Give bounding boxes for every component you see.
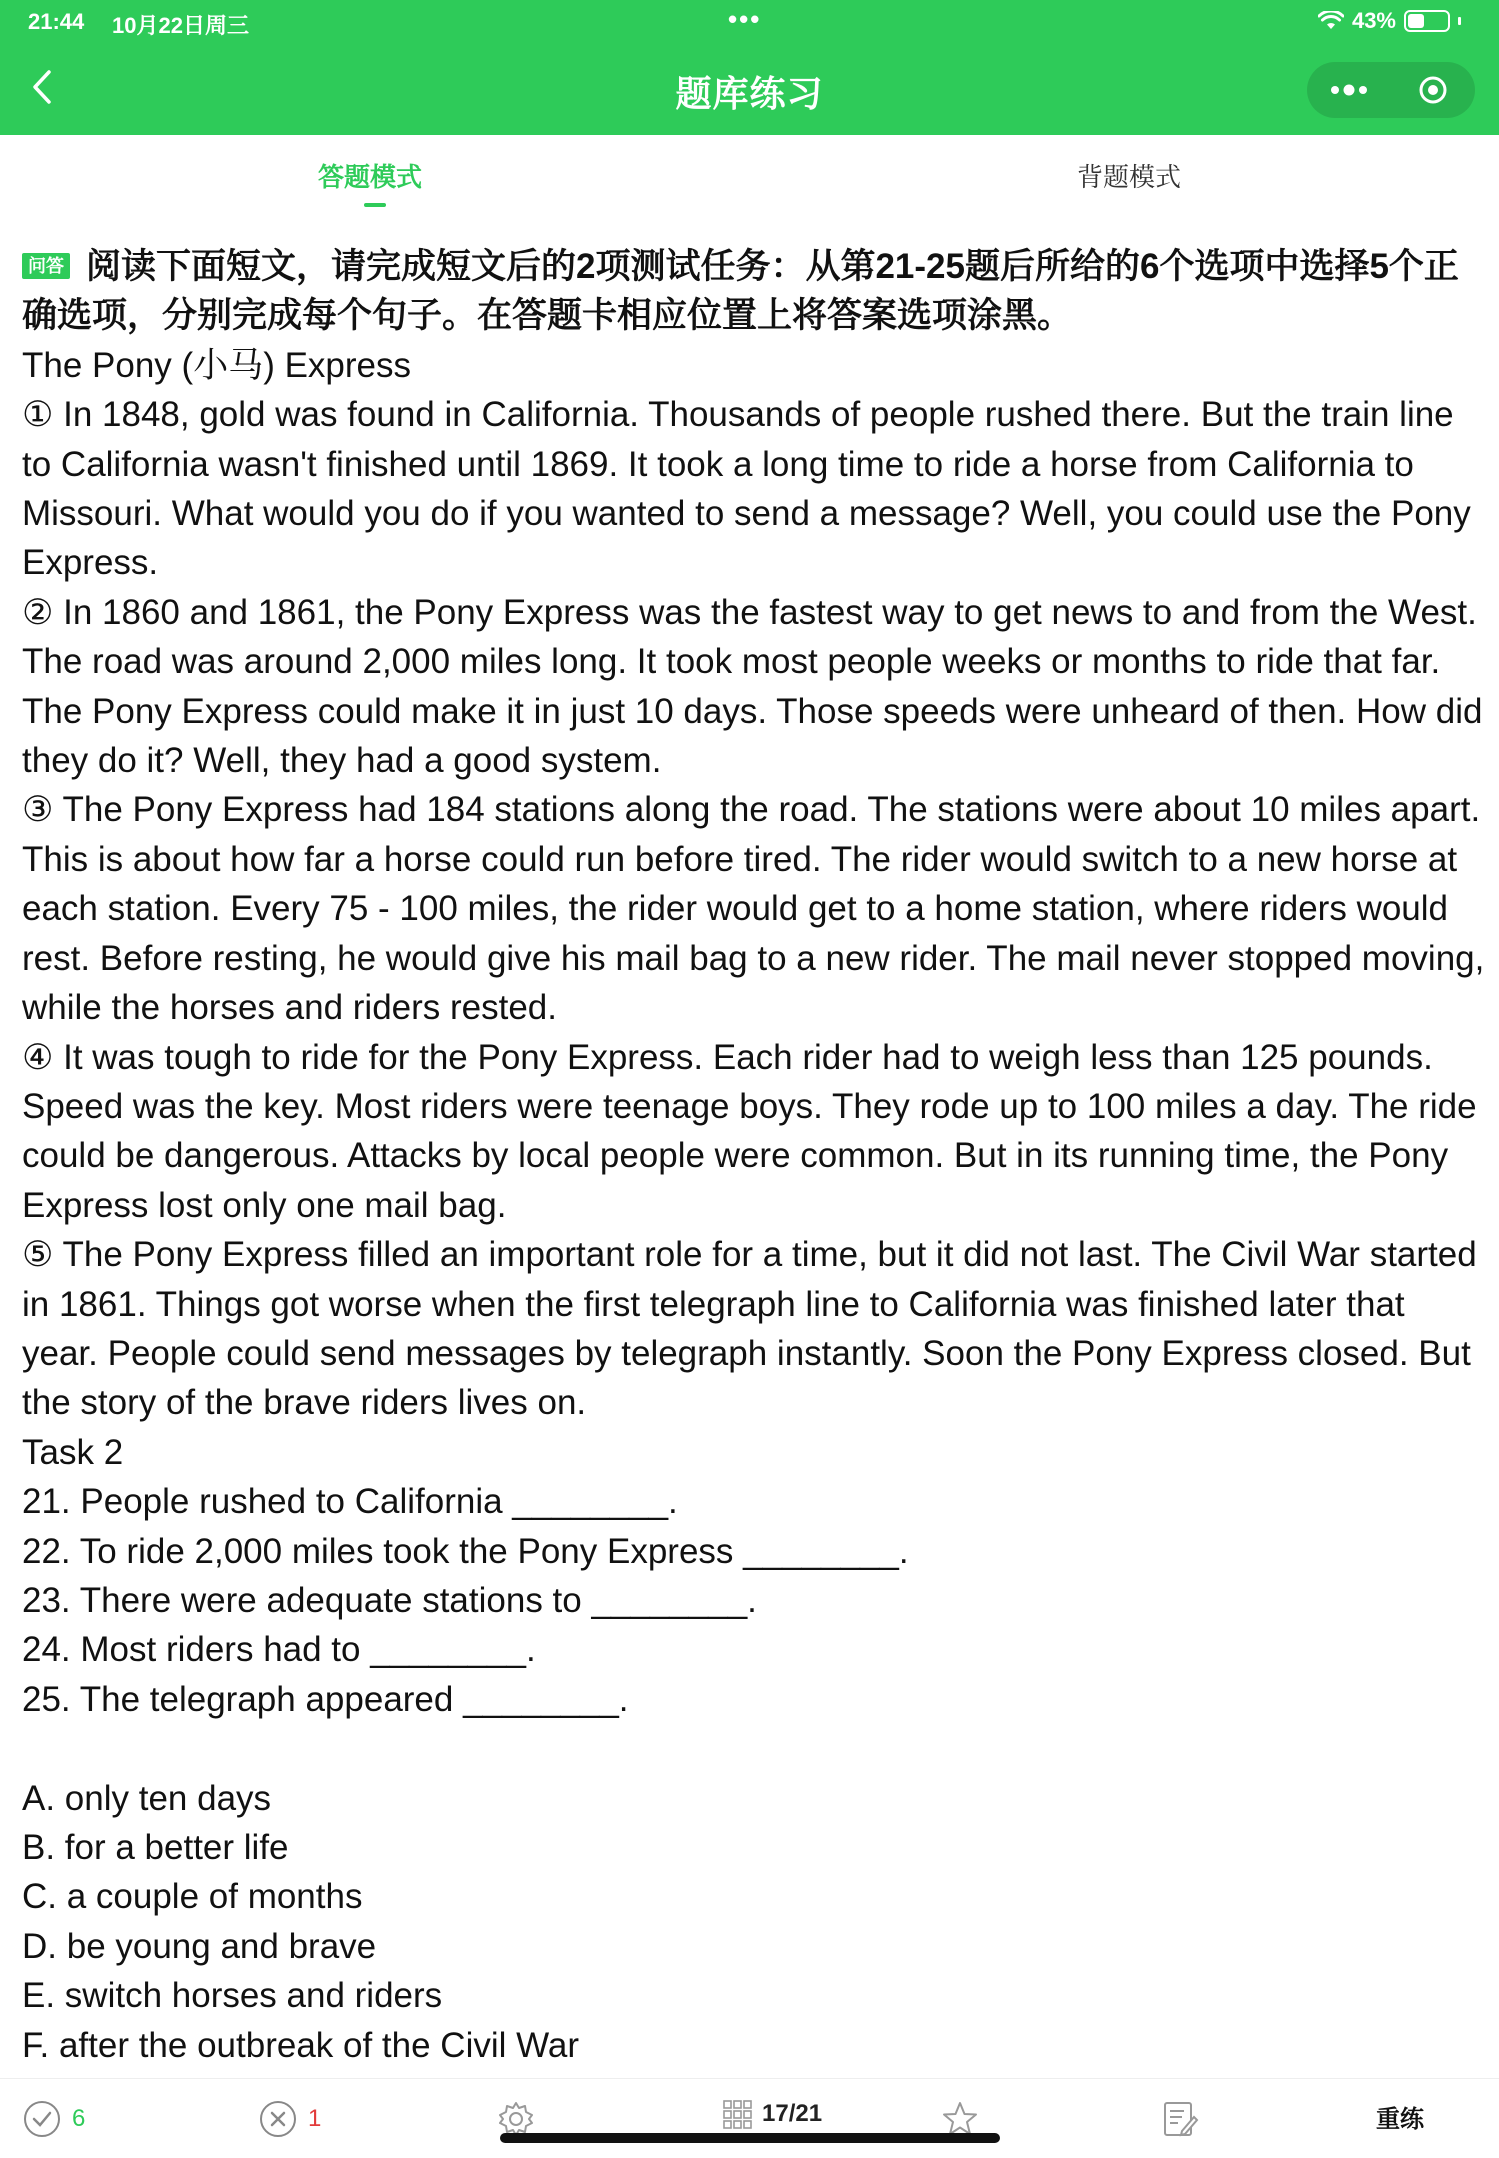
top-header — [0, 0, 1499, 135]
grid-icon — [722, 2099, 752, 2129]
correct-count-button[interactable] — [22, 2099, 85, 2139]
answer-option: D. be young and brave — [22, 1926, 377, 1966]
more-dots-icon — [1329, 84, 1369, 96]
question-instruction — [22, 242, 1487, 341]
home-indicator — [500, 2133, 1000, 2143]
question-item: 22. To ride 2,000 miles took the Pony Express ________. — [22, 1531, 909, 1571]
target-circle-icon — [1417, 74, 1449, 106]
tab-answer-mode[interactable]: 答题模式 — [318, 162, 423, 192]
question-type-badge: 问答 — [22, 253, 70, 279]
question-content — [22, 242, 1487, 2070]
battery-tip — [1458, 17, 1461, 25]
wrong-count: 1 — [308, 2105, 322, 2132]
passage-title: The Pony (小马) Express — [22, 345, 411, 385]
tab-recite-mode[interactable]: 背题模式 — [1077, 162, 1182, 192]
task-label: Task 2 — [22, 1432, 124, 1472]
page-title: 题库练习 — [675, 73, 824, 114]
mode-tabs — [0, 135, 1499, 209]
answer-option: A. only ten days — [22, 1778, 272, 1818]
status-time: 21:44 — [28, 9, 85, 34]
answer-option: B. for a better life — [22, 1827, 289, 1867]
edit-note-icon — [1160, 2099, 1200, 2139]
question-item: 21. People rushed to California ________. — [22, 1482, 678, 1522]
close-miniprogram-button[interactable] — [1391, 62, 1475, 118]
status-date: 10月22日周三 — [112, 13, 249, 38]
retry-button[interactable]: 重练 — [1376, 2106, 1424, 2133]
x-circle-icon — [258, 2099, 298, 2139]
spacer — [22, 1724, 1487, 1773]
answer-option: F. after the outbreak of the Civil War — [22, 2025, 579, 2065]
wrong-count-button[interactable] — [258, 2099, 321, 2139]
answer-option: E. switch horses and riders — [22, 1976, 443, 2016]
correct-count: 6 — [72, 2105, 86, 2132]
passage-paragraph: ⑤ The Pony Express filled an important role for a time, but it did not last. The Civil War started in 1861. Things got worse when the first telegraph line to California was finished later that year. People could send messages by telegraph instantly. Soon the Pony Express closed. But the story of the brave riders lives on. — [22, 1235, 1477, 1423]
battery-icon — [1404, 10, 1450, 32]
passage-paragraph: ③ The Pony Express had 184 stations along the road. The stations were about 10 miles apart. This is about how far a horse could run before tired. The rider would switch to a new horse at each station. Every 75 - 100 miles, the rider would get to a home station, where riders would rest. Before resting, he would give his mail bag to a new rider. The mail never stopped moving, while the horses and riders rested. — [22, 790, 1485, 1028]
status-indicators — [1318, 8, 1461, 34]
status-bar — [0, 0, 1499, 44]
note-button[interactable] — [1160, 2099, 1200, 2139]
answer-sheet-button[interactable] — [722, 2099, 822, 2129]
passage-paragraph: ④ It was tough to ride for the Pony Express. Each rider had to weigh less than 125 pounds. Speed was the key. Most riders were teenage boys. They rode up to 100 miles a day. The ride could be dangerous. Attacks by local people were common. But in its running time, the Pony Express lost only one mail bag. — [22, 1037, 1477, 1225]
more-button[interactable] — [1307, 62, 1391, 118]
multitask-dots-icon[interactable]: ••• — [728, 4, 762, 34]
battery-percent: 43% — [1351, 8, 1396, 33]
instruction-text: 阅读下面短文，请完成短文后的2项测试任务：从第21-25题后所给的6个选项中选择5个正确选项，分别完成每个句子。在答题卡相应位置上将答案选项涂黑。 — [22, 247, 1459, 336]
miniprogram-capsule — [1307, 62, 1475, 118]
active-tab-indicator — [364, 203, 386, 207]
wifi-icon — [1318, 11, 1344, 31]
progress-text: 17/21 — [762, 2100, 823, 2127]
question-item: 23. There were adequate stations to ________. — [22, 1580, 757, 1620]
answer-option: C. a couple of months — [22, 1877, 363, 1917]
passage-paragraph: ① In 1848, gold was found in California. Thousands of people rushed there. But the train line to California wasn't finished until 1869. It took a long time to ride a horse from California to Missouri. What would you do if you wanted to send a message? Well, you could use the Pony Express. — [22, 395, 1471, 583]
bottom-toolbar — [0, 2078, 1499, 2158]
passage-paragraph: ② In 1860 and 1861, the Pony Express was the fastest way to get news to and from the West. The road was around 2,000 miles long. It took most people weeks or months to ride that far. The Pony Express could make it in just 10 days. Those speeds were unheard of then. How did they do it? Well, they had a good system. — [22, 592, 1483, 781]
question-item: 25. The telegraph appeared ________. — [22, 1679, 629, 1719]
question-item: 24. Most riders had to ________. — [22, 1630, 536, 1670]
check-circle-icon — [22, 2099, 62, 2139]
